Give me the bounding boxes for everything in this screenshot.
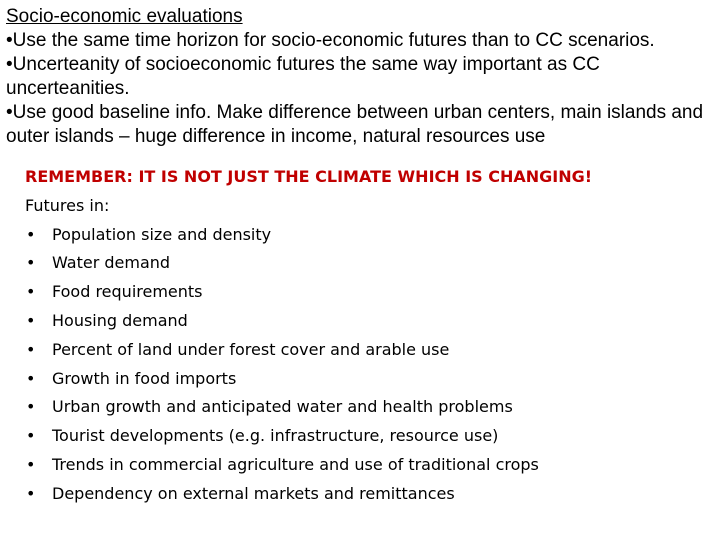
list-item-text: Dependency on external markets and remittances bbox=[52, 483, 455, 503]
reminder-text: REMEMBER: IT IS NOT JUST THE CLIMATE WHICH IS CHANGING! bbox=[25, 167, 593, 186]
list-item-text: Water demand bbox=[52, 253, 171, 273]
bullet-icon: • bbox=[26, 426, 36, 446]
guideline-baseline-info: •Use good baseline info. Make difference between urban centers, main islands and outer islands – huge difference in income, natural resources use bbox=[6, 102, 704, 147]
section-heading: Socio-economic evaluations bbox=[6, 6, 243, 27]
list-item bbox=[25, 307, 705, 336]
list-item bbox=[25, 451, 705, 480]
list-item bbox=[25, 480, 705, 509]
list-item-text: Housing demand bbox=[52, 310, 188, 330]
socio-economic-section bbox=[6, 5, 714, 149]
list-item-text: Growth in food imports bbox=[52, 368, 237, 388]
list-item-text: Percent of land under forest cover and arable use bbox=[52, 339, 450, 359]
bullet-icon: • bbox=[26, 483, 36, 503]
list-item bbox=[25, 221, 705, 250]
list-item-text: Food requirements bbox=[52, 282, 203, 302]
list-item-text: Tourist developments (e.g. infrastructure, resource use) bbox=[52, 426, 499, 446]
guideline-uncertainty: •Uncerteanity of socioeconomic futures the same way important as CC uncerteanities. bbox=[6, 54, 600, 99]
list-item bbox=[25, 278, 705, 307]
bullet-icon: • bbox=[26, 282, 36, 302]
list-item-text: Population size and density bbox=[52, 224, 272, 244]
bullet-icon: • bbox=[26, 397, 36, 417]
list-item bbox=[25, 365, 705, 394]
futures-section bbox=[25, 163, 705, 509]
bullet-icon: • bbox=[26, 224, 36, 244]
bullet-icon: • bbox=[26, 454, 36, 474]
list-item bbox=[25, 336, 705, 365]
bullet-icon: • bbox=[26, 310, 36, 330]
futures-list bbox=[25, 221, 705, 509]
list-item bbox=[25, 393, 705, 422]
guideline-time-horizon: •Use the same time horizon for socio-economic futures than to CC scenarios. bbox=[6, 30, 655, 51]
futures-intro: Futures in: bbox=[25, 195, 110, 215]
bullet-icon: • bbox=[26, 253, 36, 273]
bullet-icon: • bbox=[26, 368, 36, 388]
list-item-text: Trends in commercial agriculture and use of traditional crops bbox=[52, 454, 539, 474]
list-item-text: Urban growth and anticipated water and health problems bbox=[52, 397, 513, 417]
bullet-icon: • bbox=[26, 339, 36, 359]
list-item bbox=[25, 249, 705, 278]
list-item bbox=[25, 422, 705, 451]
